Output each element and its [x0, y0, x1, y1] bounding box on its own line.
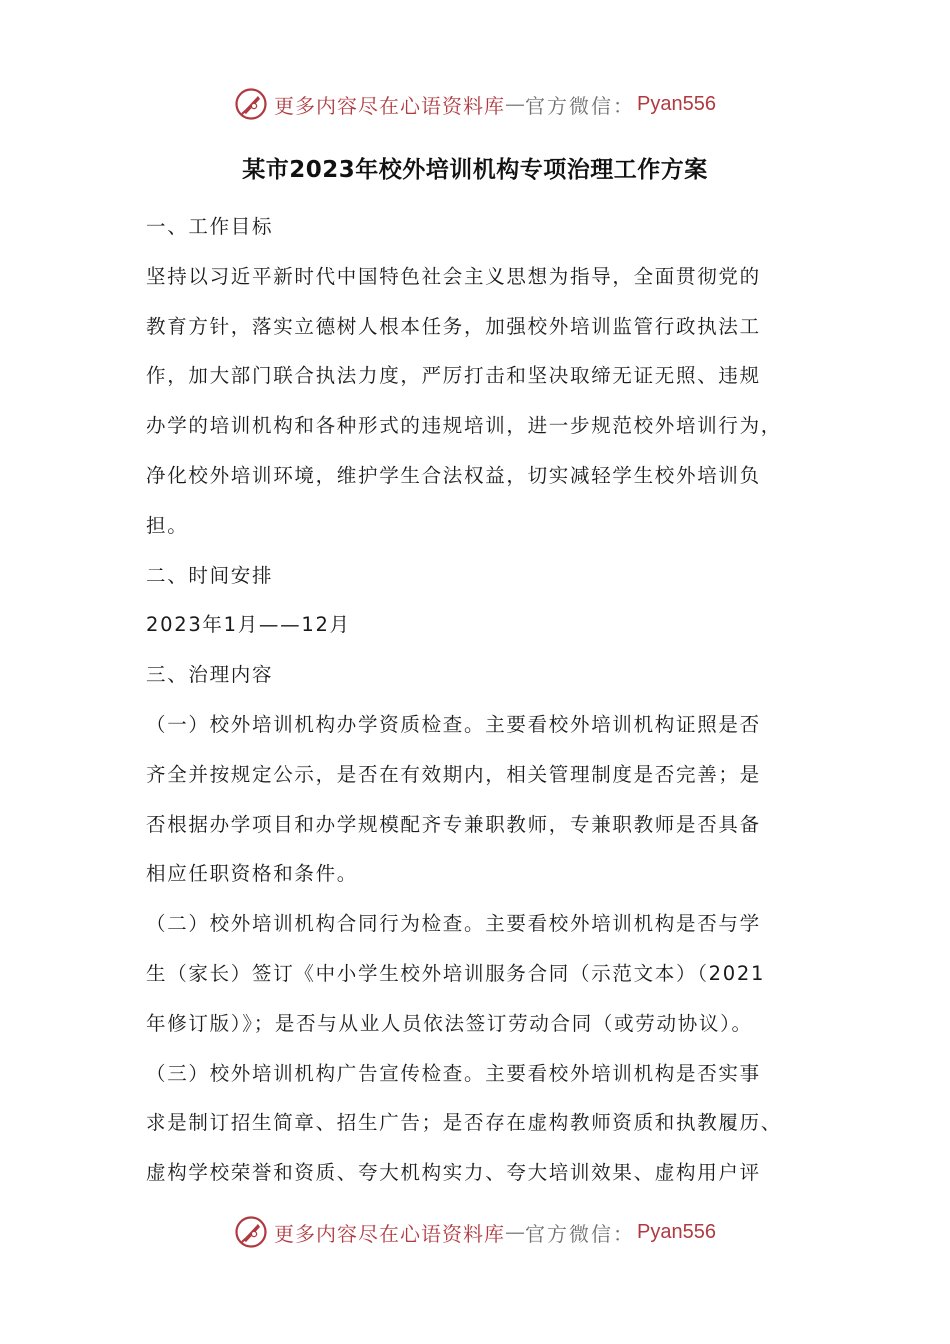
watermark-dash: —: [505, 1220, 526, 1244]
body-line: 生（家长）签订《中小学生校外培训服务合同（示范文本）（2021: [146, 961, 766, 985]
body-line: （二）校外培训机构合同行为检查。主要看校外培训机构是否与学: [146, 912, 761, 936]
watermark-wechat-id: Pyan556: [637, 92, 716, 115]
body-line: 担。: [146, 513, 189, 537]
body-line: 净化校外培训环境，维护学生合法权益，切实减轻学生校外培训负: [146, 463, 761, 487]
body-line: （三）校外培训机构广告宣传检查。主要看校外培训机构是否实事: [146, 1061, 761, 1085]
footer-watermark: [0, 1212, 950, 1252]
body-line: 作，加大部门联合执法力度，严厉打击和坚决取缔无证无照、违规: [146, 364, 761, 388]
body-line: 虚构学校荣誉和资质、夸大机构实力、夸大培训效果、虚构用户评: [146, 1161, 761, 1185]
body-line: 坚持以习近平新时代中国特色社会主义思想为指导，全面贯彻党的: [146, 264, 761, 288]
body-line: 办学的培训机构和各种形式的违规培训，进一步规范校外培训行为，: [146, 414, 783, 438]
body-line: 相应任职资格和条件。: [146, 862, 359, 886]
watermark-wechat-label: 官方微信：: [525, 1221, 636, 1246]
quill-logo-icon: [234, 1215, 268, 1249]
document-title: 某市2023年校外培训机构专项治理工作方案: [242, 157, 708, 183]
body-line: 求是制订招生简章、招生广告；是否存在虚构教师资质和执教履历、: [146, 1111, 783, 1135]
body-line: 否根据办学项目和办学规模配齐专兼职教师，专兼职教师是否具备: [146, 812, 761, 836]
watermark-wechat-label: 官方微信：: [525, 93, 636, 118]
body-line: 齐全并按规定公示，是否在有效期内，相关管理制度是否完善；是: [146, 762, 761, 786]
watermark-text: 更多内容尽在心语资料库: [274, 93, 506, 118]
watermark-text: 更多内容尽在心语资料库: [274, 1221, 506, 1246]
header-watermark: [0, 84, 950, 124]
watermark-dash: —: [505, 92, 526, 116]
document-body: [146, 202, 826, 1198]
section-heading: 二、时间安排: [146, 563, 274, 587]
body-line: （一）校外培训机构办学资质检查。主要看校外培训机构证照是否: [146, 712, 761, 736]
section-heading: 三、治理内容: [146, 663, 274, 687]
watermark-wechat-id: Pyan556: [637, 1220, 716, 1243]
section-heading: 一、工作目标: [146, 215, 274, 238]
body-line: 年修订版）》；是否与从业人员依法签订劳动合同（或劳动协议）。: [146, 1011, 753, 1035]
quill-logo-icon: [234, 87, 268, 121]
body-line: 教育方针，落实立德树人根本任务，加强校外培训监管行政执法工: [146, 314, 761, 338]
body-line: 2023年1月——12月: [146, 613, 351, 637]
